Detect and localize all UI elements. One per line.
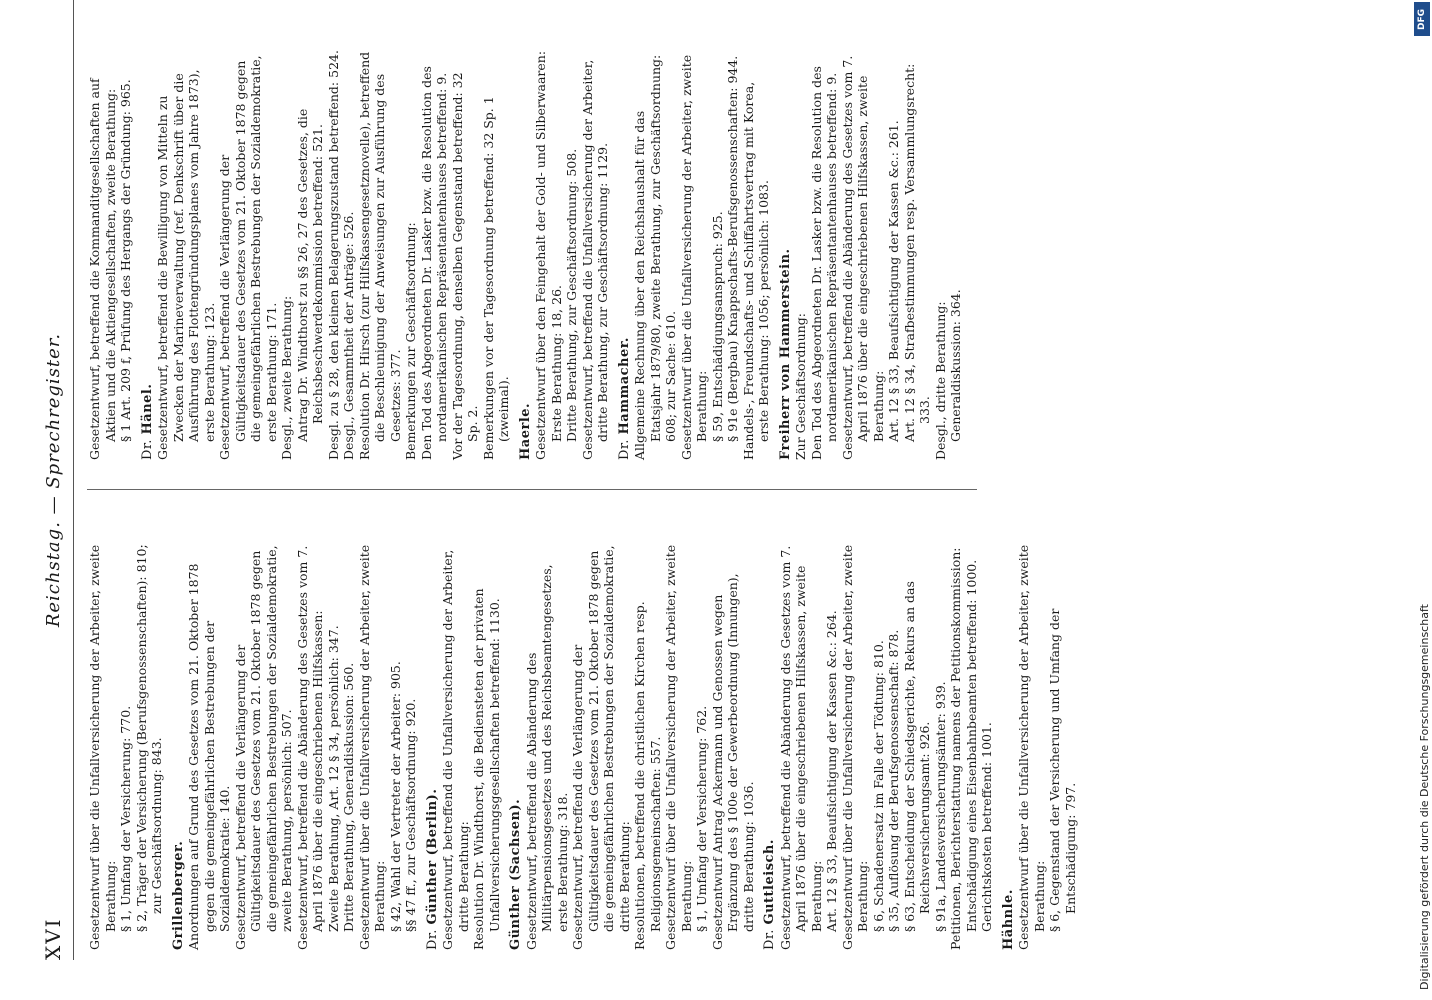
speaker-name xyxy=(518,50,534,460)
register-line: Allgemeine Rechnung über den Reichshaushalt für das Etatsjahr 1879/80, zweite Berathung, zur Geschäftsordnung: 608; zur Sache: 610. xyxy=(632,54,678,460)
register-line: §§ 47 ff., zur Geschäftsordnung: 920. xyxy=(403,698,418,932)
speaker-surname: Freiherr von Hammerstein. xyxy=(777,248,793,460)
speaker-surname: Haerle. xyxy=(517,402,533,460)
speaker-surname: Guttleisch. xyxy=(762,839,777,925)
speaker-surname: Hänel. xyxy=(139,383,155,435)
register-entry xyxy=(87,50,134,460)
register-line: Erste Berathung: 18, 26. xyxy=(548,284,564,442)
register-entry xyxy=(1001,540,1079,950)
speaker-name xyxy=(778,50,794,460)
register-line: Gesetzentwurf über die Unfallversicherung der Arbeiter, zweite Berathung: xyxy=(356,544,387,950)
register-line: § 2, Träger der Versicherung (Berufsgenossenschaften): 810; zur Geschäftsordnung: 843. xyxy=(133,544,164,932)
register-line: § 1, Umfang der Versicherung: 770. xyxy=(118,705,133,932)
right-column xyxy=(87,50,968,460)
register-line: Resolution Dr. Windthorst, die Bediensteten der privaten Unfallversicherungsgesellschaften betreffend: 1130. xyxy=(471,588,502,950)
register-line: Gesetzentwurf Antrag Ackermann und Genossen wegen Ergänzung des § 100e der Gewerbeordnung (Innungen), dritte Berathung: 1036. xyxy=(709,573,756,950)
speaker-name xyxy=(1001,540,1017,950)
register-line: Resolutionen, betreffend die christlichen Kirchen resp. Religionsgemeinschaften: 557. xyxy=(632,601,663,950)
register-line: Gesetzentwurf, betreffend die Verlängerung der Gültigkeitsdauer des Gesetzes vom 21. Oktober 1878 gegen die gemeingefährlichen Bestrebungen der Sozialdemokratie, zweite Berathung, persönlich: 507. xyxy=(232,545,294,950)
page-title: Reichstag. — Sprechregister. xyxy=(43,332,64,628)
register-entry xyxy=(171,540,419,950)
register-entry xyxy=(778,50,964,460)
left-column xyxy=(87,540,1082,950)
register-line: Gesetzentwurf über die Unfallversicherung der Arbeiter, zweite Berathung: xyxy=(663,544,694,950)
register-line: Gesetzentwurf, betreffend die Verlängerung der Gültigkeitsdauer des Gesetzes vom 21. Oktober 1878 gegen die gemeingefährlichen Bestrebungen der Sozialdemokratie, erste Berathung: 171. xyxy=(217,55,279,460)
register-line: Desgl. zu § 28, den kleinen Belagerungszustand betreffend: 524. xyxy=(325,50,341,460)
register-line: Art. 12 § 33, Beaufsichtigung der Kassen &c.: 264. xyxy=(824,610,839,932)
register-line: Gesetzentwurf, betreffend die Abänderung des Militärpensionsgesetzes und des Reichsbeamtengesetzes, erste Berathung: 318. xyxy=(523,564,570,950)
credit-text: Digitalisierung gefördert durch die Deutsche Forschungsgemeinschaft xyxy=(1418,604,1431,990)
register-line: Bemerkungen zur Geschäftsordnung: xyxy=(403,222,418,460)
register-entry xyxy=(140,50,512,460)
register-line: Handels-, Freundschafts- und Schiffahrtsvertrag mit Korea, erste Berathung: 1056; persönlich: 1083. xyxy=(740,81,771,460)
register-entry xyxy=(762,540,995,950)
register-line: Gesetzentwurf über den Feingehalt der Gold- und Silberwaaren: xyxy=(533,50,548,460)
speaker-title: Dr. xyxy=(424,924,440,950)
register-line: Gesetzentwurf über die Unfallversicherung der Arbeiter, zweite Berathung: xyxy=(678,54,709,460)
register-line: Gesetzentwurf, betreffend die Unfallversicherung der Arbeiter, dritte Berathung, zur Geschäftsordnung: 1129. xyxy=(579,59,610,460)
register-line: Desgl., dritte Berathung: xyxy=(932,301,948,460)
speaker-name xyxy=(617,50,633,460)
register-line: Gesetzentwurf, betreffend die Abänderung des Gesetzes vom 7. April 1876 über die eingeschriebenen Hilfskassen, zweite Berathung: xyxy=(777,545,824,950)
speaker-name xyxy=(425,540,441,950)
register-line: Desgl., Gesammtheit der Anträge: 526. xyxy=(341,211,356,460)
register-line: Anordnungen auf Grund des Gesetzes vom 21. Oktober 1878 gegen die gemeingefährlichen Bestrebungen der Sozialdemokratie: 140. xyxy=(186,563,232,950)
register-line: Zweite Berathung, Art. 12 § 34, persönlich: 347. xyxy=(325,625,341,932)
speaker-title: Dr. xyxy=(762,924,777,950)
rotated-page xyxy=(35,0,1335,960)
register-entry xyxy=(617,50,772,460)
register-line: § 91a, Landesversicherungsämter: 939. xyxy=(932,681,948,932)
register-line: § 63, Entscheidung der Schiedsgerichte, Rekurs an das Reichsversicherungsamt: 926. xyxy=(901,581,932,932)
speaker-surname: Hammacher. xyxy=(616,337,632,435)
register-line: Gesetzentwurf, betreffend die Abänderung des Gesetzes vom 7. April 1876 über die eingeschriebenen Hilfskassen, zweite Berathung: xyxy=(839,55,886,460)
register-line: Gerichtskosten betreffend: 1001. xyxy=(979,722,994,932)
speaker-name xyxy=(171,540,187,950)
speaker-title: Dr. xyxy=(139,434,155,460)
register-line: § 42, Wahl der Vertreter der Arbeiter: 905. xyxy=(387,661,403,932)
register-line: Gesetzentwurf über die Unfallversicherung der Arbeiter, zweite Berathung: xyxy=(839,544,870,950)
register-line: Art. 12 § 33, Beaufsichtigung der Kassen &c.: 261. xyxy=(886,120,901,442)
register-line: § 1, Umfang der Versicherung: 762. xyxy=(694,705,709,932)
speaker-title: Dr. xyxy=(616,434,632,460)
register-line: § 91e (Bergbau) Knappschafts-Berufsgenossenschaften: 944. xyxy=(725,55,740,442)
register-line: Petitionen, Berichterstattung namens der Petitionskommission: xyxy=(948,547,963,950)
speaker-surname: Hähnle. xyxy=(1000,889,1016,950)
register-line: § 1 Art. 209 f, Prüfung des Hergangs der Gründung: 965. xyxy=(118,79,133,442)
register-line: Art. 12 § 34, Strafbestimmungen resp. Versammlungsrecht: 333. xyxy=(901,63,932,442)
register-entry xyxy=(508,540,756,950)
register-line: Bemerkungen vor der Tagesordnung betreffend: 32 Sp. 1 (zweimal). xyxy=(480,96,511,460)
speaker-name xyxy=(140,50,156,460)
register-entry xyxy=(518,50,611,460)
register-line: Entschädigung eines Eisenbahnbeamten betreffend: 1000. xyxy=(963,559,979,932)
column-divider xyxy=(87,489,977,490)
register-line: Gesetzentwurf, betreffend die Verlängerung der Gültigkeitsdauer des Gesetzes vom 21. Oktober 1878 gegen die gemeingefährlichen Bestrebungen der Sozialdemokratie, dritte Berathung: xyxy=(570,545,632,950)
page-header xyxy=(35,0,74,960)
dfg-logo xyxy=(1414,2,1430,36)
register-line: Gesetzentwurf, betreffend die Bewilligung von Mitteln zu Zwecken der Marineverwaltung (ref. Denkschrift über die Ausführung des Flottengründungsplanes vom Jahre 1873), erste Berathung: 123. xyxy=(155,69,217,460)
register-line: Antrag Dr. Windthorst zu §§ 26, 27 des Gesetzes, die Reichsbeschwerdekommission betreffend: 521. xyxy=(294,108,325,442)
register-line: Gesetzentwurf, betreffend die Abänderung des Gesetzes vom 7. April 1876 über die eingeschriebenen Hilfskassen: xyxy=(294,545,325,950)
register-line: Dritte Berathung, zur Geschäftsordnung: 508. xyxy=(564,148,579,442)
register-line: Desgl., zweite Berathung: xyxy=(279,295,294,460)
page-number: XVI xyxy=(41,917,65,960)
speaker-surname: Günther (Berlin). xyxy=(424,788,440,925)
digitization-credit xyxy=(1418,604,1431,990)
register-line: Resolution Dr. Hirsch (zur Hilfskassengesetznovelle), betreffend die Beschleunigung der Anweisungen zur Ausführung des Gesetzes: 377. xyxy=(356,51,403,460)
register-entry xyxy=(87,540,165,950)
register-line: Den Tod des Abgeordneten Dr. Lasker bzw. die Resolution des nordamerikanischen Repräsentantenhauses betreffend: 9. xyxy=(418,66,449,460)
register-line: Gesetzentwurf über die Unfallversicherung der Arbeiter, zweite Berathung: xyxy=(1016,544,1047,950)
register-line: Gesetzentwurf über die Unfallversicherung der Arbeiter, zweite Berathung: xyxy=(87,544,118,950)
speaker-name xyxy=(762,540,778,950)
register-line: Gesetzentwurf, betreffend die Kommanditgesellschaften auf Aktien und die Aktiengesellschaften, zweite Berathung: xyxy=(87,78,118,460)
register-line: Dritte Berathung, Generaldiskussion: 560. xyxy=(341,662,356,932)
register-line: Generaldiskussion: 364. xyxy=(948,289,963,442)
register-line: § 35, Auflösung der Berufsgenossenschaft: 878. xyxy=(886,629,901,932)
speaker-surname: Günther (Sachsen). xyxy=(508,798,523,950)
register-line: Zur Geschäftsordnung: xyxy=(793,313,808,460)
register-line: Den Tod des Abgeordneten Dr. Lasker bzw. die Resolution des nordamerikanischen Repräsentantenhauses betreffend: 9. xyxy=(808,66,839,460)
register-line: § 6, Gegenstand der Versicherung und Umfang der Entschädigung: 797. xyxy=(1047,608,1078,932)
speaker-surname: Grillenberger. xyxy=(170,840,186,950)
register-line: Vor der Tagesordnung, denselben Gegenstand betreffend: 32 Sp. 2. xyxy=(449,72,480,460)
dfg-logo-text: DFG xyxy=(1417,8,1427,30)
register-line: § 6, Schadenersatz im Falle der Tödtung: 810. xyxy=(870,640,886,932)
speaker-name xyxy=(508,540,524,950)
register-entry xyxy=(425,540,503,950)
register-line: § 59, Entschädigungsanspruch: 925. xyxy=(709,211,725,442)
register-line: Gesetzentwurf, betreffend die Unfallversicherung der Arbeiter, dritte Berathung: xyxy=(440,549,471,950)
